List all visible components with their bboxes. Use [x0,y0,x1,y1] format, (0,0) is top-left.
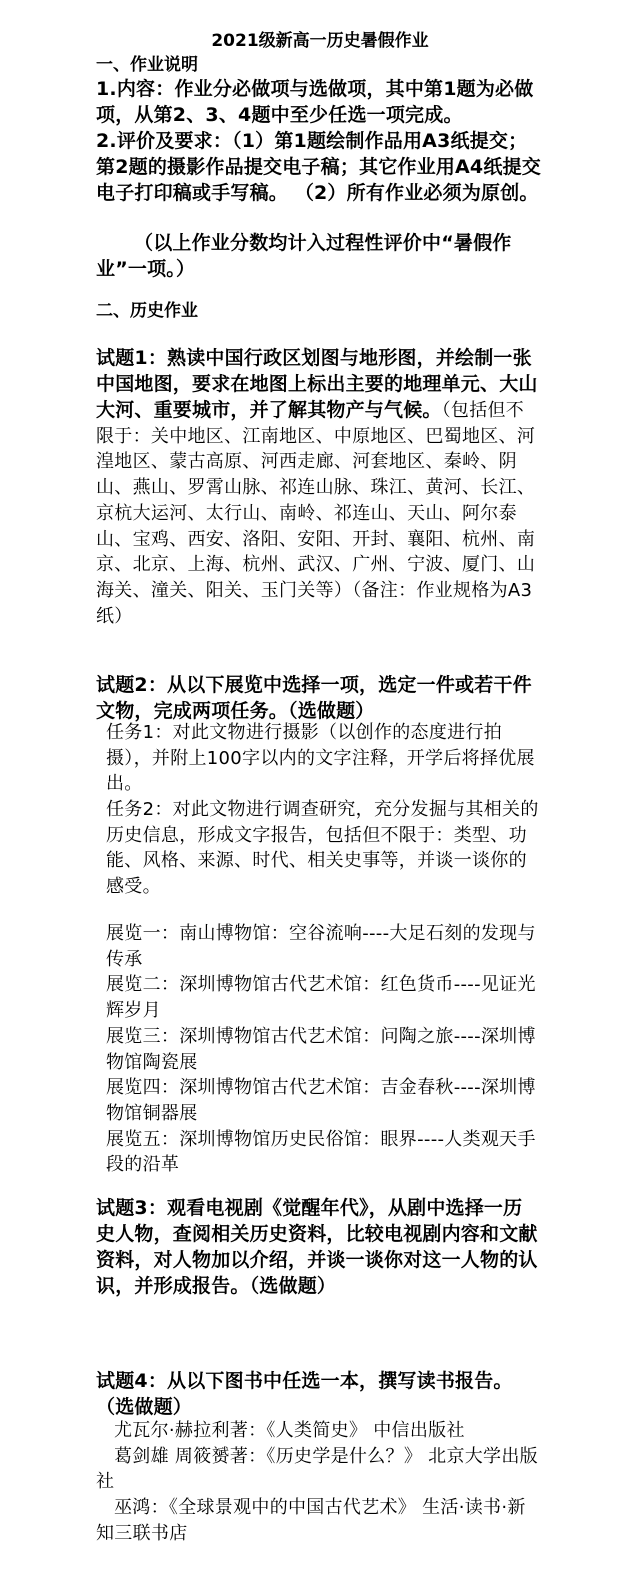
exhibit-item: 展览二：深圳博物馆古代艺术馆：红色货币----见证光辉岁月 [106,974,536,1022]
section2-heading: 二、历史作业 [96,301,198,321]
book-item: 巫鸿：《全球景观中的中国古代艺术》 生活·读书·新知三联书店 [96,1497,526,1544]
question-4-prompt: 试题4：从以下图书中任选一本，撰写读书报告。（选做题） [96,1370,513,1418]
exhibit-item: 展览四：深圳博物馆古代艺术馆：吉金春秋----深圳博物馆铜器展 [106,1077,536,1124]
exhibit-item: 展览一：南山博物馆：空谷流响----大足石刻的发现与传承 [106,923,536,970]
section1-heading: 一、作业说明 [96,55,198,75]
section1-item-content: 1.内容：作业分必做项与选做项，其中第1题为必做项，从第2、3、4题中至少任选一项完成。 [96,78,534,126]
question-2-task-1: 任务1：对此文物进行摄影（以创作的态度进行拍摄），并附上100字以内的文字注释，开学后将择优展出。 [106,722,535,795]
question-2-prompt: 试题2：从以下展览中选择一项，选定一件或若干件文物，完成两项任务。（选做题） [96,674,532,722]
exhibit-item: 展览三：深圳博物馆古代艺术馆：问陶之旅----深圳博物馆陶瓷展 [106,1025,536,1073]
question-1-prompt: 试题1：熟读中国行政区划图与地形图，并绘制一张中国地图，要求在地图上标出主要的地理单元、大山大河、重要城市，并了解其物产与气候。 [96,347,538,421]
exhibit-item: 展览五：深圳博物馆历史民俗馆：眼界----人类观天手段的沿革 [106,1128,536,1176]
book-list [96,1418,541,1547]
document-title: 2021级新高一历史暑假作业 [211,31,429,51]
exhibit-list [96,921,541,1178]
book-item: 葛剑雄 周筱赟著：《历史学是什么？》 北京大学出版社 [96,1445,538,1493]
question-2-task-2: 任务2：对此文物进行调查研究，充分发掘与其相关的历史信息，形成文字报告，包括但不限于：类型、功能、风格、来源、时代、相关史事等，并谈一谈你的感受。 [106,799,539,898]
question-1 [96,345,541,629]
question-3-prompt: 试题3：观看电视剧《觉醒年代》，从剧中选择一历史人物，查阅相关历史资料，比较电视剧内容和文献资料，对人物加以介绍，并谈一谈你对这一人物的认识，并形成报告。（选做题） [96,1197,538,1297]
section1-item-requirements: 2.评价及要求：（1）第1题绘制作品用A3纸提交；第2题的摄影作品提交电子稿；其它作业用A4纸提交电子打印稿或手写稿。 （2）所有作业必须为原创。 [96,130,541,204]
book-item: 尤瓦尔·赫拉利著：《人类简史》 中信出版社 [114,1420,465,1441]
section1-note: （以上作业分数均计入过程性评价中“暑假作业”一项。） [96,232,512,280]
question-1-details: （包括但不限于：关中地区、江南地区、中原地区、巴蜀地区、河湟地区、蒙古高原、河西走廊、河套地区、秦岭、阴山、燕山、罗霄山脉、祁连山脉、珠江、黄河、长江、京杭大运河、太行山、南岭、祁连山、天山、阿尔泰山、宝鸡、西安、洛阳、安阳、开封、襄阳、杭州、南京、北京、上海、杭州、武汉、广州、宁波、厦门、山海关、潼关、阳关、玉门关等）（备注：作业规格为A3纸） [96,400,536,627]
